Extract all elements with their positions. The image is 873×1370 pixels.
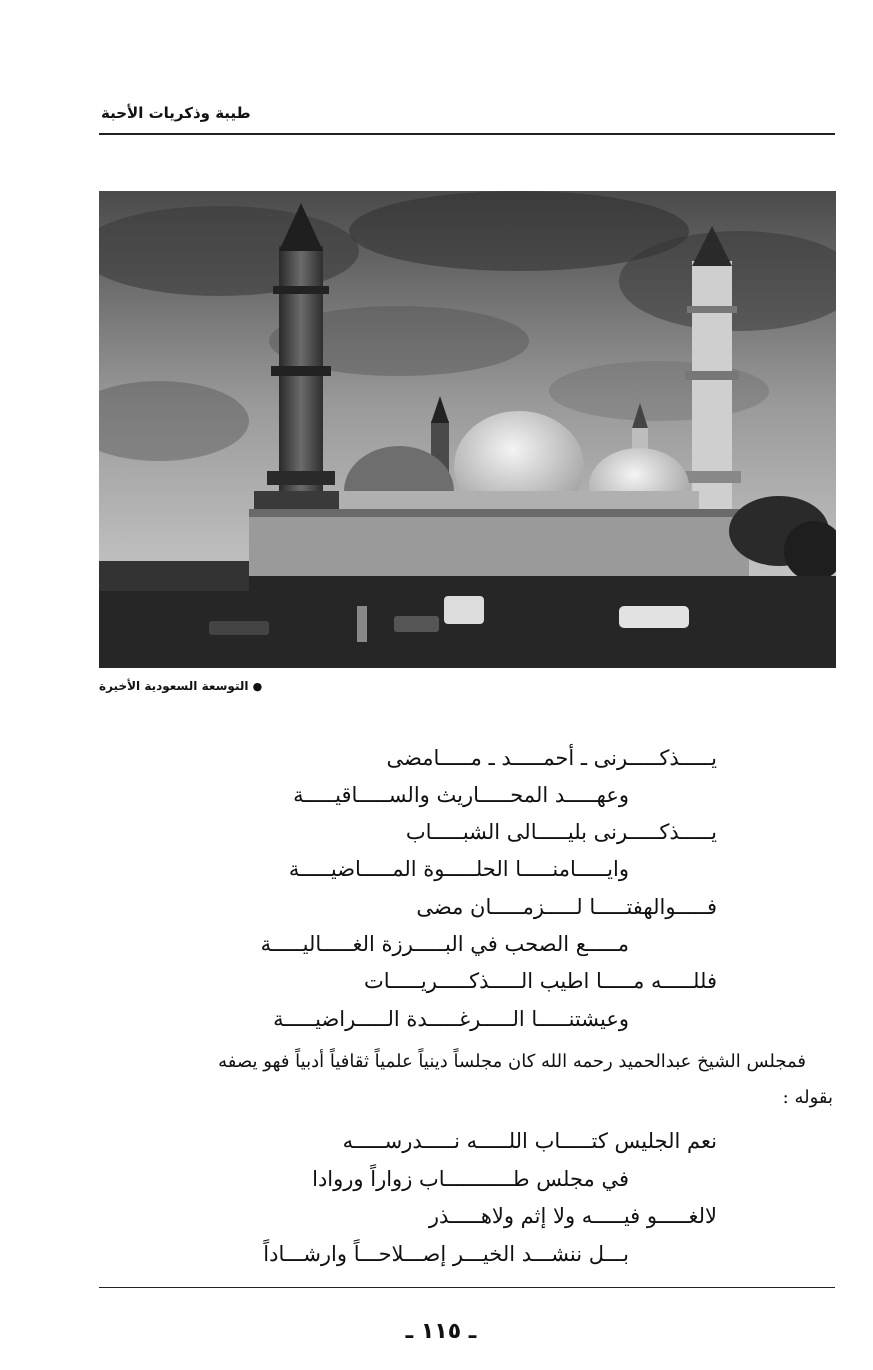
- footer-divider: [99, 1287, 835, 1288]
- header-divider: [99, 133, 835, 135]
- paragraph-line: فمجلس الشيخ عبدالحميد رحمه الله كان مجلساً دينياً علمياً ثقافياً أدبياً فهو يصفه: [218, 1051, 806, 1072]
- poem-line: فللـــــه مـــــا اطيب الـــــذكـــــريـــــات: [363, 969, 717, 993]
- poem-line: نعم الجليس كتـــــاب اللـــــه نـــــدرســـــه: [342, 1129, 717, 1153]
- poem-line: بـــل ننشـــد الخيـــر إصـــلاحـــاً وارشـــاداً: [263, 1242, 629, 1266]
- poem-line: وعيشتنـــــا الـــــرغـــــدة الـــــراضيـــــة: [273, 1007, 629, 1031]
- poem-line: يـــــذكـــــرنى ـ أحمـــــد ـ مـــــامضى: [386, 746, 717, 770]
- poem-line: لالغـــــو فيـــــه ولا إثم ولاهـــــذر: [428, 1204, 717, 1228]
- page-number: ـ ١١٥ ـ: [405, 1319, 477, 1344]
- mosque-photo: [99, 191, 836, 668]
- poem-line: يـــــذكـــــرنى بليـــــالى الشبـــــاب: [405, 820, 717, 844]
- poem-line: مـــــع الصحب في البـــــرزة الغـــــاليـــــة: [260, 932, 629, 956]
- photo-caption: [99, 679, 262, 693]
- poem-line: وايـــــامنـــــا الحلـــــوة المـــــاضيـــــة: [288, 857, 629, 881]
- running-header-title: طيبة وذكريات الأحبة: [101, 104, 251, 122]
- paragraph-line: بقوله :: [782, 1087, 833, 1108]
- poem-line: فـــــوالهفتـــــا لـــــزمـــــان مضى: [416, 895, 717, 919]
- poem-line: في مجلس طـــــــــــاب زواراً وروادا: [312, 1167, 629, 1191]
- poem-line: وعهـــــد المحـــــاريث والســـــاقيـــــة: [293, 783, 629, 807]
- caption-bullet: ●: [252, 680, 263, 693]
- caption-text: التوسعة السعودية الأخيرة: [99, 679, 249, 693]
